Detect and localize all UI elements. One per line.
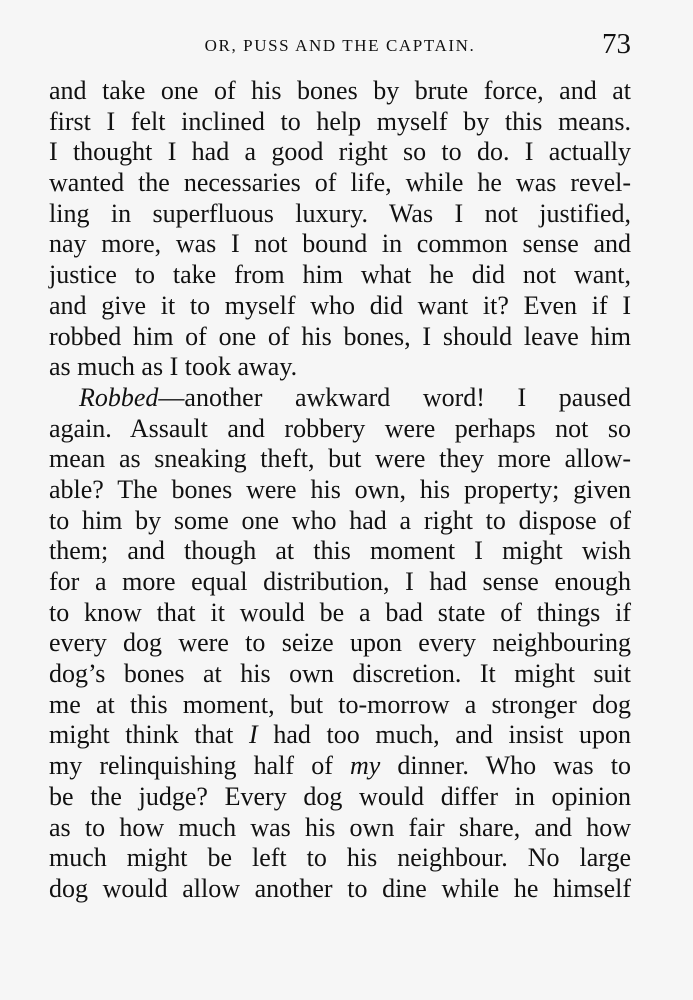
text-line-paragraph-start [49,383,631,414]
text-line: I thought I had a good right so to do. I actually [49,137,631,167]
text-line: for a more equal distribution, I had sense enough [49,567,631,596]
text-line: as to how much was his own fair share, and how [49,812,631,842]
text-line: able? The bones were his own, his property; given [49,474,631,504]
text-line: and give it to myself who did want it? Even if I [49,290,631,320]
text-line: nay more, was I not bound in common sense and [49,229,631,259]
text-segment: my relinquishing half of [49,751,350,781]
text-line: to him by some one who had a right to dispose of [49,505,631,535]
text-segment: dinner. Who was to [380,751,631,781]
text-line: much might be left to his neighbour. No large [49,843,631,873]
text-segment: might think that [49,720,250,750]
body-text [49,76,631,905]
text-segment: had too much, and insist upon [257,720,632,750]
text-line: them; and though at this moment I might wish [49,536,631,566]
running-head [49,30,631,64]
italic-word: I [249,720,258,750]
text-line: mean as sneaking theft, but were they more allow- [49,444,631,474]
text-line: me at this moment, but to-morrow a stronger dog [49,689,631,719]
text-line: dog would allow another to dine while he himself [49,873,631,903]
text-line-paragraph-end: as much as I took away. [49,352,298,382]
text-line: ling in superfluous luxury. Was I not justified, [49,198,631,228]
page-number: 73 [602,28,631,60]
italic-word: my [349,751,381,781]
text-line: again. Assault and robbery were perhaps not so [49,413,631,443]
text-line: first I felt inclined to help myself by this means. [49,106,631,136]
text-line: every dog were to seize upon every neighbouring [49,628,631,658]
text-line: robbed him of one of his bones, I should leave him [49,321,631,351]
text-segment: —another awkward word! I paused [158,382,631,412]
text-line: to know that it would be a bad state of things if [49,597,631,627]
text-line [49,751,631,782]
text-line: dog’s bones at his own discretion. It might suit [49,659,631,689]
running-title: OR, PUSS AND THE CAPTAIN. [204,36,476,55]
text-line: and take one of his bones by brute force, and at [49,76,631,105]
text-line: be the judge? Every dog would differ in opinion [49,781,631,811]
text-line: justice to take from him what he did not want, [49,260,631,290]
italic-word: Robbed [79,382,159,412]
text-line: wanted the necessaries of life, while he was revel- [49,168,631,198]
text-line [49,720,631,751]
